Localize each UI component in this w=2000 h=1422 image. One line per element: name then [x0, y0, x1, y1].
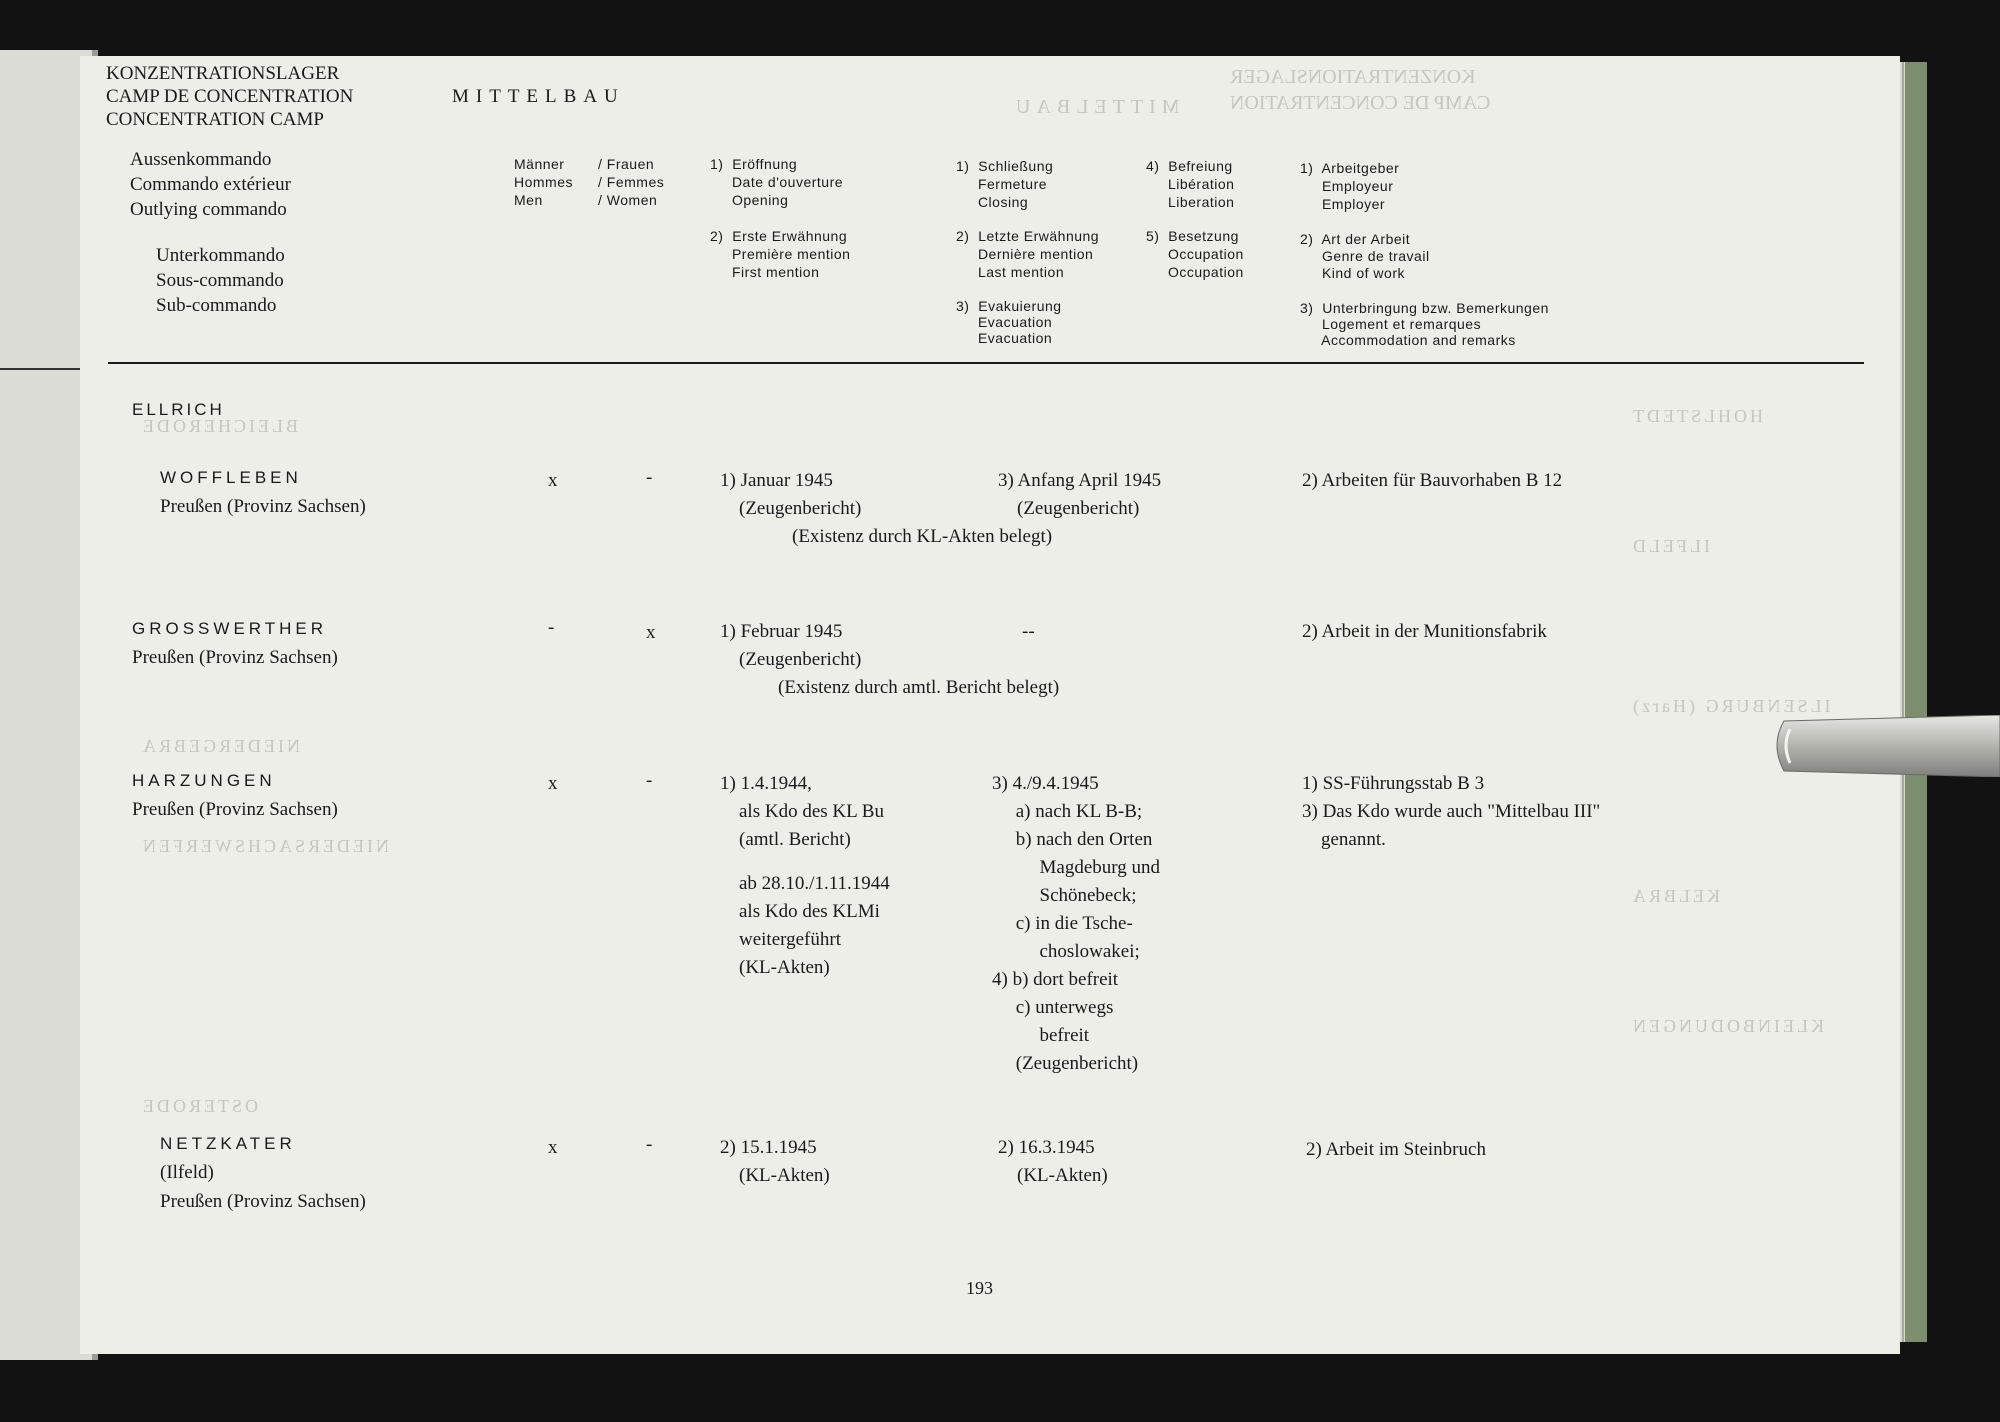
- opening-line: 1) 1.4.1944,: [720, 773, 812, 794]
- opening-line: 1) Februar 1945: [720, 621, 843, 642]
- closing-line: c) unterwegs: [992, 997, 1114, 1018]
- men-mark: -: [548, 617, 555, 638]
- opening-line: 1) Januar 1945: [720, 470, 833, 491]
- camp-title-en: CONCENTRATION CAMP: [106, 109, 324, 130]
- closing-line: --: [1022, 621, 1035, 642]
- closing-line: befreit: [992, 1025, 1090, 1046]
- entry-name: NETZKATER: [160, 1134, 296, 1153]
- opening-line: 2) 15.1.1945: [720, 1137, 817, 1158]
- women-mark: -: [646, 770, 653, 791]
- closing-line: 2) 16.3.1945: [998, 1137, 1095, 1158]
- page-clip-icon: [1770, 715, 2000, 777]
- closing-line: b) nach den Orten: [992, 829, 1153, 850]
- opening-line: (KL-Akten): [720, 1165, 830, 1186]
- camp-name: MITTELBAU: [452, 86, 625, 107]
- opening-line: ab 28.10./1.11.1944: [720, 873, 890, 894]
- remarks-line: 3) Das Kdo wurde auch "Mittelbau III": [1302, 801, 1601, 822]
- opening-line: als Kdo des KLMi: [720, 901, 880, 922]
- closing-line: a) nach KL B-B;: [992, 801, 1143, 822]
- entry-name: HARZUNGEN: [132, 771, 276, 790]
- closing-line: 3) Anfang April 1945: [998, 470, 1162, 491]
- entry-region: Preußen (Provinz Sachsen): [160, 1191, 366, 1212]
- opening-line: (KL-Akten): [720, 957, 830, 978]
- closing-line: 4) b) dort befreit: [992, 969, 1119, 990]
- existence-note: (Existenz durch KL-Akten belegt): [792, 526, 1053, 547]
- opening-line: (Zeugenbericht): [720, 498, 862, 519]
- entry-name: GROSSWERTHER: [132, 619, 328, 638]
- closing-line: (Zeugenbericht): [998, 498, 1140, 519]
- opening-line: (amtl. Bericht): [720, 829, 851, 850]
- entry-name: WOFFLEBEN: [160, 468, 302, 487]
- men-mark: x: [548, 470, 558, 491]
- closing-line: choslowakei;: [992, 941, 1140, 962]
- remarks-line: 2) Arbeiten für Bauvorhaben B 12: [1302, 470, 1563, 491]
- page-number: 193: [966, 1278, 993, 1298]
- entry-region: Preußen (Provinz Sachsen): [160, 496, 366, 517]
- women-mark: x: [646, 622, 656, 643]
- women-mark: -: [646, 1134, 653, 1155]
- women-mark: -: [646, 467, 653, 488]
- closing-line: c) in die Tsche-: [992, 913, 1133, 934]
- closing-line: (Zeugenbericht): [992, 1053, 1139, 1074]
- document-page: KONZENTRATIONSLAGER CAMP DE CONCENTRATION MITTELBAU HOHLSTEDT ILFELD ILSENBURG (Harz) KELBRA KLEINBODUNGEN BLEICHERODE NIEDERGEBRA NIEDERSACHSWERFEN OSTERODE KONZENTRATIONSLAGER CAMP DE CONCENTRATION CONCENTRATION CAMP MITTELBAU Aussenkommando Commando extérieur Outlying commando Unterkommando Sous-commando Sub-commando Männer / Frauen Hommes / Femmes Men / Women 1) Eröffnung Date d'ouverture Opening 2) Erste Erwähnung Première mention First mention 1) Schließung Fermeture Closing 2) Letzte Erwähnung Dernière mention Last mention 3) Evakuierung Evacuation Evacuation 4) Befreiung Libération Liberation 5) Besetzung Occupation Occupation 1) Arbeitgeber Employeur Employer 2) Art der Arbeit Genre de travail Kind of work 3) Unterbringung bzw. Bemerkungen Logement et remarques Accommodation and remarks ELLRICH WOFFLEBEN Preußen (Provinz Sachsen) x - 1) Januar 1945 (Zeugenbericht) 3) Anfang April 1945 (Zeugenbericht) (Existenz durch KL-Akten belegt) 2) Arbeiten für Bauvorhaben B 12 GROSSWERTHER Preußen (Provinz Sachsen) - x 1) Februar 1945 (Zeugenbericht) -- (Existenz durch amtl. Bericht belegt) 2) Arbeit in der Munitionsfabrik HARZUNGEN Preußen (Provinz Sachsen) x - 1) 1.4.1944, als Kdo des KL Bu (amtl. Bericht) ab 28.10./1.11.1944 als Kdo des KLMi weitergeführt (KL-Akten) 3) 4./9.4.1945 a) nach KL B-B; b) nach den Orten Magdeburg und Schönebeck; c) in die Tsche- choslowakei; 4) b) dort befreit c) unterwegs befreit (Zeugenbericht) 1) SS-Führungsstab B 3 3) Das Kdo wurde auch "Mittelbau III" genannt. NETZKATER (Ilfeld) Preußen (Provinz Sachsen) x - 2) 15.1.1945 (KL-Akten) 2) 16.3.1945 (KL-Akten) 2) Arbeit im Steinbruch 193: [80, 56, 1900, 1354]
- header-divider: [108, 362, 1864, 364]
- entry-region: Preußen (Provinz Sachsen): [132, 799, 338, 820]
- camp-title-de: KONZENTRATIONSLAGER: [106, 63, 340, 84]
- closing-line: Magdeburg und: [992, 857, 1160, 878]
- closing-line: Schönebeck;: [992, 885, 1137, 906]
- remarks-line: 2) Arbeit in der Munitionsfabrik: [1302, 621, 1547, 642]
- entry-region: (Ilfeld): [160, 1162, 214, 1183]
- opening-line: weitergeführt: [720, 929, 841, 950]
- section-title: ELLRICH: [132, 400, 225, 419]
- remarks-line: 2) Arbeit im Steinbruch: [1306, 1139, 1486, 1160]
- opening-line: (Zeugenbericht): [720, 649, 862, 670]
- closing-line: 3) 4./9.4.1945: [992, 773, 1099, 794]
- remarks-line: genannt.: [1302, 829, 1386, 850]
- men-mark: x: [548, 1137, 558, 1158]
- remarks-line: 1) SS-Führungsstab B 3: [1302, 773, 1485, 794]
- existence-note: (Existenz durch amtl. Bericht belegt): [778, 677, 1060, 698]
- closing-line: (KL-Akten): [998, 1165, 1108, 1186]
- camp-title-fr: CAMP DE CONCENTRATION: [106, 86, 354, 107]
- opening-line: als Kdo des KL Bu: [720, 801, 884, 822]
- entry-region: Preußen (Provinz Sachsen): [132, 647, 338, 668]
- book-cover-edge: [1905, 62, 1927, 1342]
- men-mark: x: [548, 773, 558, 794]
